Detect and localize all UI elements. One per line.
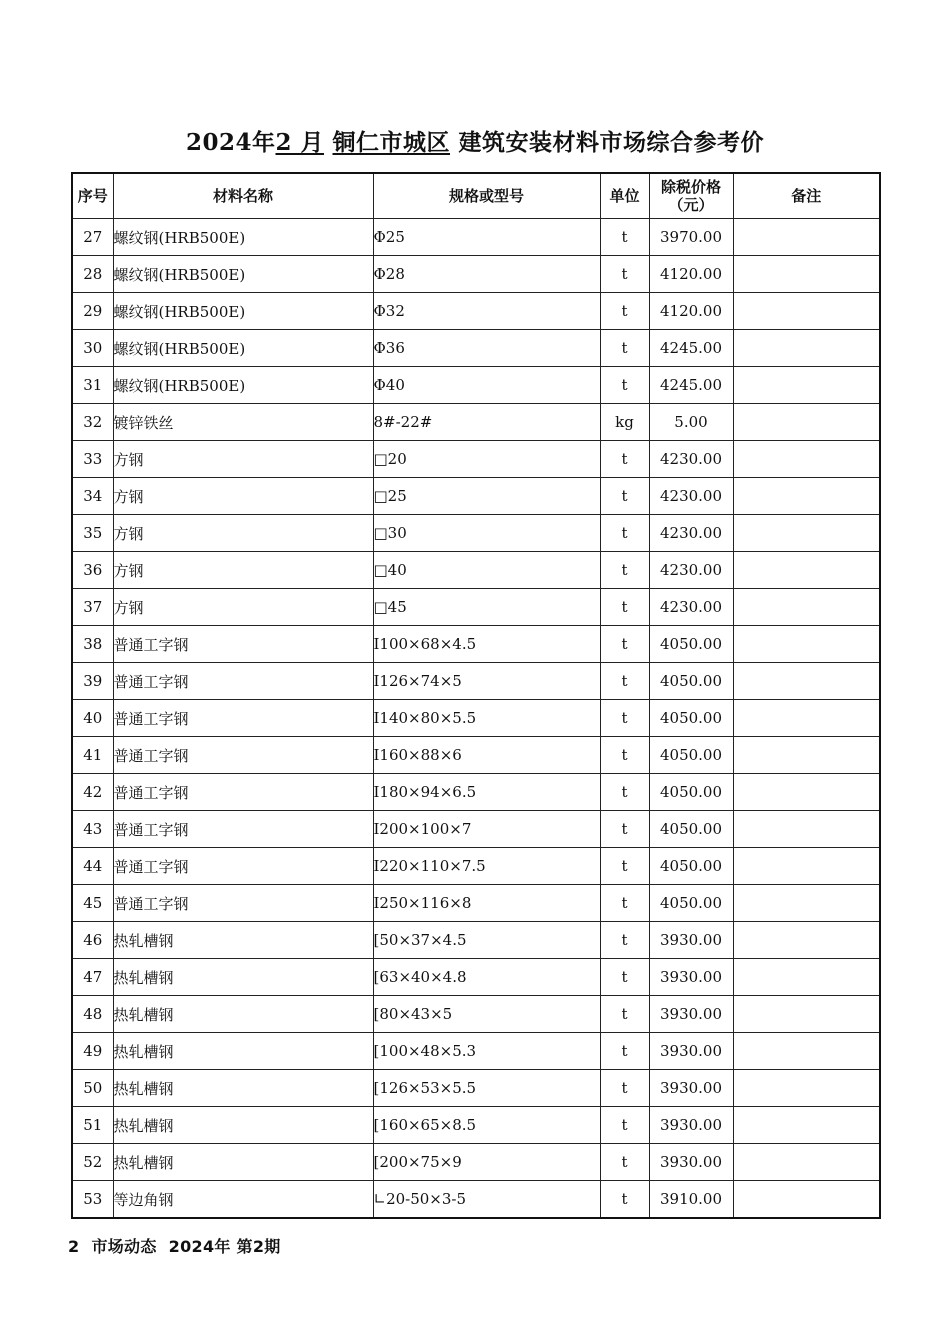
- cell-price: 4050.00: [649, 848, 733, 885]
- cell-name: 方钢: [113, 552, 373, 589]
- cell-remark: [733, 626, 880, 663]
- cell-price: 3930.00: [649, 1107, 733, 1144]
- table-header-row: [72, 173, 880, 219]
- cell-unit: t: [600, 552, 649, 589]
- cell-spec: □40: [373, 552, 600, 589]
- cell-no: 27: [72, 219, 113, 256]
- cell-no: 34: [72, 478, 113, 515]
- cell-price: 4050.00: [649, 626, 733, 663]
- title-year: 2024年: [185, 129, 276, 156]
- cell-remark: [733, 885, 880, 922]
- cell-unit: kg: [600, 404, 649, 441]
- cell-price: 4230.00: [649, 515, 733, 552]
- title-city: 铜仁市城区: [332, 129, 451, 156]
- cell-remark: [733, 737, 880, 774]
- cell-remark: [733, 700, 880, 737]
- cell-unit: t: [600, 219, 649, 256]
- cell-no: 47: [72, 959, 113, 996]
- cell-spec: Φ40: [373, 367, 600, 404]
- cell-remark: [733, 515, 880, 552]
- cell-name: 方钢: [113, 478, 373, 515]
- cell-spec: I200×100×7: [373, 811, 600, 848]
- table-body: [72, 219, 880, 1219]
- cell-no: 29: [72, 293, 113, 330]
- cell-price: 4050.00: [649, 811, 733, 848]
- cell-spec: [50×37×4.5: [373, 922, 600, 959]
- cell-spec: Φ36: [373, 330, 600, 367]
- header-price-line2: （元）: [668, 196, 714, 214]
- title-suffix: 建筑安装材料市场综合参考价: [458, 129, 765, 156]
- cell-unit: t: [600, 256, 649, 293]
- cell-unit: t: [600, 293, 649, 330]
- cell-remark: [733, 959, 880, 996]
- table-row: [72, 848, 880, 885]
- cell-remark: [733, 1033, 880, 1070]
- cell-price: 3930.00: [649, 959, 733, 996]
- cell-remark: [733, 811, 880, 848]
- table-row: [72, 774, 880, 811]
- cell-unit: t: [600, 515, 649, 552]
- cell-name: 普通工字钢: [113, 626, 373, 663]
- cell-no: 40: [72, 700, 113, 737]
- cell-price: 4245.00: [649, 330, 733, 367]
- cell-spec: [160×65×8.5: [373, 1107, 600, 1144]
- cell-remark: [733, 330, 880, 367]
- cell-no: 42: [72, 774, 113, 811]
- cell-remark: [733, 293, 880, 330]
- table-row: [72, 996, 880, 1033]
- cell-no: 32: [72, 404, 113, 441]
- cell-price: 4050.00: [649, 774, 733, 811]
- cell-no: 45: [72, 885, 113, 922]
- cell-spec: I250×116×8: [373, 885, 600, 922]
- table-row: [72, 737, 880, 774]
- cell-spec: Φ25: [373, 219, 600, 256]
- cell-name: 普通工字钢: [113, 885, 373, 922]
- header-name: 材料名称: [113, 173, 373, 219]
- table-row: [72, 885, 880, 922]
- cell-spec: I126×74×5: [373, 663, 600, 700]
- cell-price: 4230.00: [649, 552, 733, 589]
- cell-spec: Φ32: [373, 293, 600, 330]
- cell-unit: t: [600, 663, 649, 700]
- cell-remark: [733, 663, 880, 700]
- cell-remark: [733, 589, 880, 626]
- cell-no: 35: [72, 515, 113, 552]
- cell-price: 4120.00: [649, 293, 733, 330]
- cell-price: 3970.00: [649, 219, 733, 256]
- table-row: [72, 293, 880, 330]
- header-remark: 备注: [733, 173, 880, 219]
- cell-price: 4050.00: [649, 700, 733, 737]
- cell-name: 热轧槽钢: [113, 1070, 373, 1107]
- cell-price: 4050.00: [649, 737, 733, 774]
- title-month: 2 月: [275, 129, 324, 156]
- cell-unit: t: [600, 774, 649, 811]
- cell-name: 等边角钢: [113, 1181, 373, 1219]
- cell-price: 4120.00: [649, 256, 733, 293]
- cell-spec: I100×68×4.5: [373, 626, 600, 663]
- table-row: [72, 256, 880, 293]
- cell-unit: t: [600, 1181, 649, 1219]
- page-footer: [68, 1234, 293, 1257]
- cell-spec: I220×110×7.5: [373, 848, 600, 885]
- cell-unit: t: [600, 922, 649, 959]
- cell-price: 3930.00: [649, 1033, 733, 1070]
- cell-no: 31: [72, 367, 113, 404]
- cell-remark: [733, 219, 880, 256]
- cell-no: 37: [72, 589, 113, 626]
- cell-name: 方钢: [113, 441, 373, 478]
- cell-remark: [733, 774, 880, 811]
- table-row: [72, 441, 880, 478]
- cell-no: 52: [72, 1144, 113, 1181]
- table-row: [72, 367, 880, 404]
- cell-unit: t: [600, 848, 649, 885]
- cell-name: 热轧槽钢: [113, 1107, 373, 1144]
- cell-remark: [733, 478, 880, 515]
- cell-no: 38: [72, 626, 113, 663]
- cell-price: 5.00: [649, 404, 733, 441]
- cell-remark: [733, 441, 880, 478]
- price-table: [71, 172, 881, 1219]
- cell-name: 普通工字钢: [113, 737, 373, 774]
- cell-no: 50: [72, 1070, 113, 1107]
- cell-name: 螺纹钢(HRB500E): [113, 330, 373, 367]
- cell-spec: [80×43×5: [373, 996, 600, 1033]
- cell-no: 53: [72, 1181, 113, 1219]
- cell-no: 33: [72, 441, 113, 478]
- table-row: [72, 478, 880, 515]
- cell-unit: t: [600, 1033, 649, 1070]
- cell-unit: t: [600, 996, 649, 1033]
- cell-name: 螺纹钢(HRB500E): [113, 219, 373, 256]
- cell-spec: [126×53×5.5: [373, 1070, 600, 1107]
- table-row: [72, 1070, 880, 1107]
- table-row: [72, 1107, 880, 1144]
- cell-no: 36: [72, 552, 113, 589]
- cell-no: 44: [72, 848, 113, 885]
- cell-price: 4245.00: [649, 367, 733, 404]
- cell-spec: [200×75×9: [373, 1144, 600, 1181]
- cell-unit: t: [600, 811, 649, 848]
- cell-unit: t: [600, 1107, 649, 1144]
- cell-name: 普通工字钢: [113, 663, 373, 700]
- cell-price: 4230.00: [649, 589, 733, 626]
- cell-remark: [733, 996, 880, 1033]
- table-row: [72, 959, 880, 996]
- table-row: [72, 552, 880, 589]
- table-row: [72, 1181, 880, 1219]
- cell-spec: ∟20-50×3-5: [373, 1181, 600, 1219]
- cell-spec: □45: [373, 589, 600, 626]
- cell-unit: t: [600, 885, 649, 922]
- header-no: 序号: [72, 173, 113, 219]
- cell-remark: [733, 552, 880, 589]
- cell-remark: [733, 1070, 880, 1107]
- cell-remark: [733, 922, 880, 959]
- cell-spec: □30: [373, 515, 600, 552]
- cell-price: 4050.00: [649, 885, 733, 922]
- cell-unit: t: [600, 330, 649, 367]
- table-row: [72, 700, 880, 737]
- cell-spec: I140×80×5.5: [373, 700, 600, 737]
- cell-name: 热轧槽钢: [113, 1033, 373, 1070]
- cell-name: 热轧槽钢: [113, 959, 373, 996]
- table-row: [72, 626, 880, 663]
- footer-publication: 市场动态: [91, 1237, 157, 1256]
- cell-no: 41: [72, 737, 113, 774]
- cell-price: 4230.00: [649, 441, 733, 478]
- header-unit: 单位: [600, 173, 649, 219]
- cell-spec: [100×48×5.3: [373, 1033, 600, 1070]
- table-row: [72, 663, 880, 700]
- cell-no: 43: [72, 811, 113, 848]
- cell-no: 46: [72, 922, 113, 959]
- table-row: [72, 1033, 880, 1070]
- header-price: [649, 173, 733, 219]
- cell-no: 30: [72, 330, 113, 367]
- cell-remark: [733, 1181, 880, 1219]
- cell-unit: t: [600, 478, 649, 515]
- cell-unit: t: [600, 959, 649, 996]
- cell-spec: I160×88×6: [373, 737, 600, 774]
- cell-price: 3910.00: [649, 1181, 733, 1219]
- cell-no: 39: [72, 663, 113, 700]
- cell-spec: Φ28: [373, 256, 600, 293]
- table-row: [72, 515, 880, 552]
- table-row: [72, 922, 880, 959]
- cell-no: 51: [72, 1107, 113, 1144]
- cell-name: 热轧槽钢: [113, 996, 373, 1033]
- cell-unit: t: [600, 1144, 649, 1181]
- cell-unit: t: [600, 737, 649, 774]
- cell-spec: I180×94×6.5: [373, 774, 600, 811]
- cell-remark: [733, 256, 880, 293]
- cell-name: 方钢: [113, 589, 373, 626]
- cell-no: 28: [72, 256, 113, 293]
- cell-price: 3930.00: [649, 1144, 733, 1181]
- table-row: [72, 589, 880, 626]
- cell-spec: □20: [373, 441, 600, 478]
- cell-unit: t: [600, 700, 649, 737]
- cell-price: 4230.00: [649, 478, 733, 515]
- header-price-line1: 除税价格: [660, 178, 721, 196]
- cell-no: 48: [72, 996, 113, 1033]
- table-row: [72, 1144, 880, 1181]
- cell-unit: t: [600, 1070, 649, 1107]
- cell-price: 3930.00: [649, 996, 733, 1033]
- cell-unit: t: [600, 589, 649, 626]
- cell-name: 普通工字钢: [113, 848, 373, 885]
- cell-spec: [63×40×4.8: [373, 959, 600, 996]
- cell-remark: [733, 404, 880, 441]
- table-row: [72, 219, 880, 256]
- cell-name: 镀锌铁丝: [113, 404, 373, 441]
- cell-spec: 8#-22#: [373, 404, 600, 441]
- cell-unit: t: [600, 626, 649, 663]
- cell-unit: t: [600, 441, 649, 478]
- cell-remark: [733, 848, 880, 885]
- cell-remark: [733, 1107, 880, 1144]
- table-row: [72, 811, 880, 848]
- cell-unit: t: [600, 367, 649, 404]
- cell-name: 热轧槽钢: [113, 922, 373, 959]
- cell-price: 3930.00: [649, 1070, 733, 1107]
- cell-name: 螺纹钢(HRB500E): [113, 367, 373, 404]
- cell-name: 普通工字钢: [113, 774, 373, 811]
- header-spec: 规格或型号: [373, 173, 600, 219]
- cell-remark: [733, 367, 880, 404]
- table-row: [72, 330, 880, 367]
- cell-name: 螺纹钢(HRB500E): [113, 293, 373, 330]
- footer-issue: 2024年 第2期: [168, 1237, 281, 1256]
- cell-remark: [733, 1144, 880, 1181]
- cell-price: 4050.00: [649, 663, 733, 700]
- table-row: [72, 404, 880, 441]
- cell-spec: □25: [373, 478, 600, 515]
- cell-no: 49: [72, 1033, 113, 1070]
- cell-price: 3930.00: [649, 922, 733, 959]
- cell-name: 普通工字钢: [113, 700, 373, 737]
- cell-name: 热轧槽钢: [113, 1144, 373, 1181]
- cell-name: 螺纹钢(HRB500E): [113, 256, 373, 293]
- cell-name: 方钢: [113, 515, 373, 552]
- footer-page-number: 2: [68, 1237, 80, 1256]
- page-title: [0, 124, 950, 157]
- cell-name: 普通工字钢: [113, 811, 373, 848]
